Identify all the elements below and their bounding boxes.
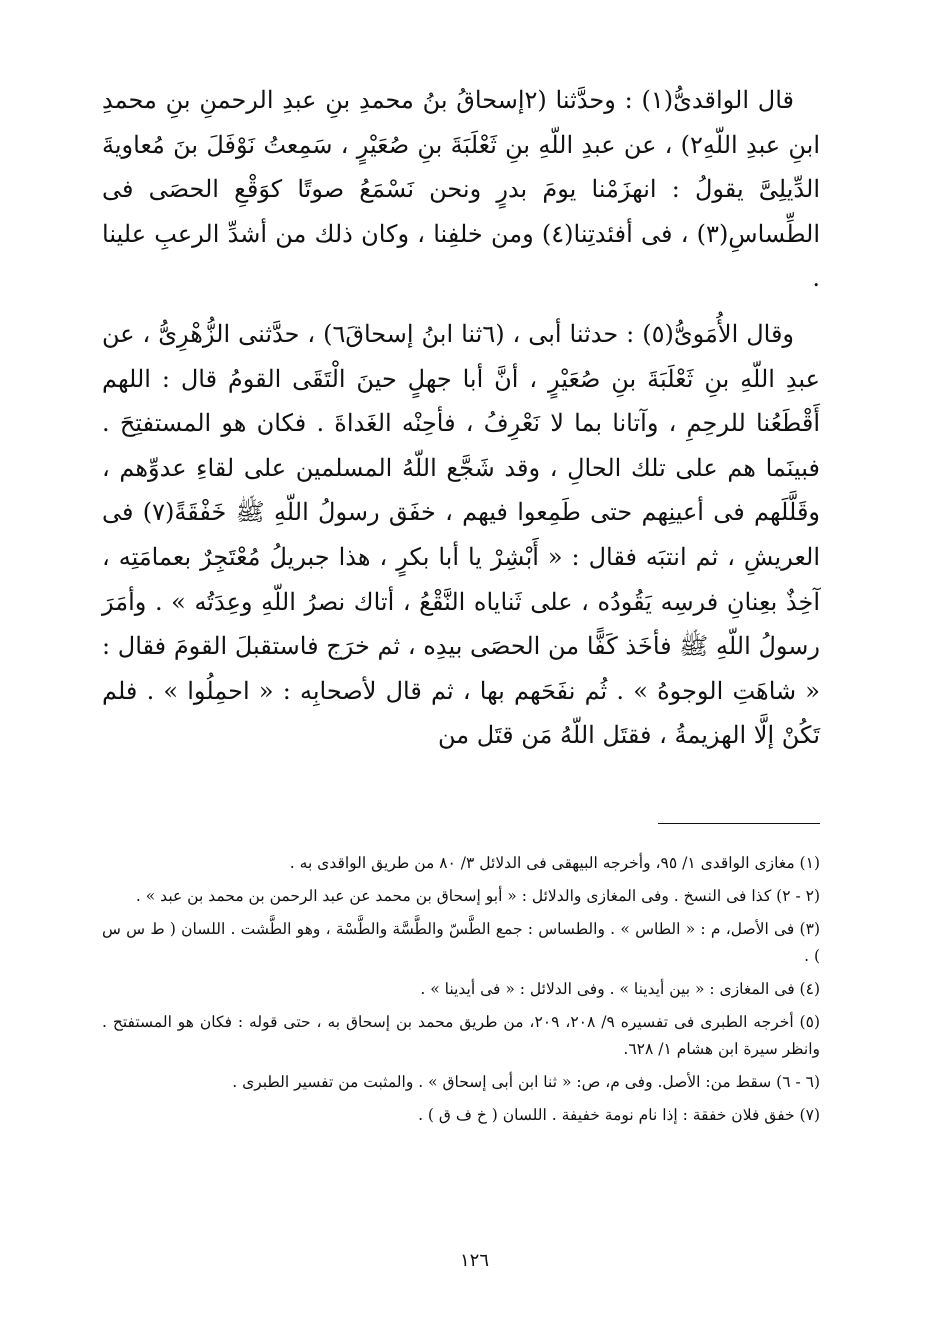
page-number: ١٢٦: [459, 1250, 489, 1271]
paragraph-1: قال الواقدىُّ(١) : وحدَّثنا (٢إسحاقُ بنُ محمدِ بنِ عبدِ الرحمنِ بنِ محمدِ ابنِ عبدِ اللّهِ٢) ، عن عبدِ اللّهِ بنِ ثَعْلَبَةَ بنِ صُعَيْرٍ ، سَمِعتُ نَوْفَلَ بنَ مُعاويةَ الدِّيلِىَّ يقولُ : انهزَمْنا يومَ بدرٍ ونحن نَسْمَعُ صوتًا كوَقْعِ الحصَى فى الطِّساسِ(٣) ، فى أفئدتِنا(٤) ومن خلفِنا ، وكان ذلك من أشدِّ الرعبِ علينا .: [102, 86, 820, 293]
footnote-1: (١) مغازى الواقدى ١/ ٩٥، وأخرجه البيهقى فى الدلائل ٣/ ٨٠ من طريق الواقدى به .: [289, 854, 820, 872]
footnote-3: (٣) فى الأصل، م : « الطاس » . والطساس : جمع الطَّسّ والطَّسَّة والطَّسْة ، وهو الطَّشت . اللسان ( ط س س ) .: [102, 920, 820, 965]
footnote-5: (٥) أخرجه الطبرى فى تفسيره ٩/ ٢٠٨، ٢٠٩، من طريق محمد بن إسحاق به ، حتى قوله : فكان هو المستفتح . وانظر سيرة ابن هشام ١/ ٦٢٨.: [102, 1013, 820, 1058]
footnote-2: (٢ - ٢) كذا فى النسخ . وفى المغازى والدلائل : « أبو إسحاق بن محمد عن عبد الرحمن بن محمد بن عبد » .: [135, 887, 820, 905]
main-text: [102, 78, 820, 758]
footnote-6: (٦ - ٦) سقط من: الأصل. وفى م، ص: « ثنا ابن أبى إسحاق » . والمثبت من تفسير الطبرى .: [232, 1073, 820, 1091]
footnote-4: (٤) فى المغازى : « بين أيدينا » . وفى الدلائل : « فى أيدينا » .: [420, 980, 820, 998]
footnote-7: (٧) خفق فلان خفقة : إذا نام نومة خفيفة . اللسان ( خ ف ق ) .: [418, 1106, 820, 1124]
footnotes: [102, 850, 820, 1135]
paragraph-2: وقال الأُمَوىُّ(٥) : حدثنا أبى ، (٦ثنا ابنُ إسحاقَ٦) ، حدَّثنى الزُّهْرِىُّ ، عن عبدِ اللّهِ بنِ ثَعْلَبَةَ بنِ صُعَيْرٍ ، أنَّ أبا جهلٍ حينَ الْتَقَى القومُ قال : اللهم أَقْطَعُنا للرحِمِ ، وآتانا بما لا نَعْرِفُ ، فأحِنْه الغَداةَ . فكان هو المستفتِحَ . فبينَما هم على تلك الحالِ ، وقد شَجَّع اللّهُ المسلمين على لقاءِ عدوِّهم ، وقَلَّلَهم فى أعينِهم حتى طَمِعوا فيهم ، خفَق رسولُ اللّهِ ﷺ خَفْقَةً(٧) فى العريشِ ، ثم انتبَه فقال : « أَبْشِرْ يا أبا بكرٍ ، هذا جبريلُ مُعْتَجِرٌ بعمامَتِه ، آخِذٌ بعِنانِ فرسِه يَقُودُه ، على ثَناياه النَّقْعُ ، أتاك نصرُ اللّهِ وعِدَتُه » . وأمَرَ رسولُ اللّهِ ﷺ فأخَذ كَفًّا من الحصَى بيدِه ، ثم خرَج فاستقبلَ القومَ فقال : « شاهَتِ الوجوهُ » . ثُم نفَحَهم بها ، ثم قال لأصحابِه : « احمِلُوا » . فلم تَكُنْ إلَّا الهزيمةُ ، فقتَل اللّهُ مَن قتَل من: [102, 319, 821, 750]
footnote-separator: [658, 823, 820, 824]
